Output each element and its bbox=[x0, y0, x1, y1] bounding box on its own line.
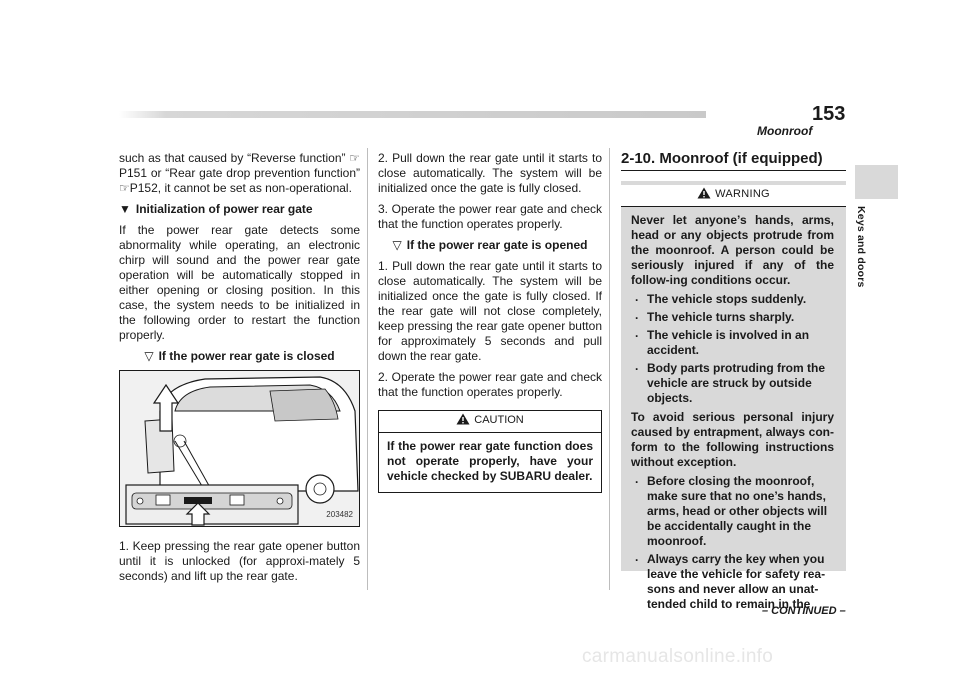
hollow-triangle-icon: ▽ bbox=[144, 349, 154, 363]
warning-intro: Never let anyone’s hands, arms, head or any objects protrude from the moonroof. A person could be seriously injured if any of the follow-ing conditions occur. bbox=[631, 213, 834, 287]
conditions-list bbox=[631, 292, 834, 406]
down-triangle-icon: ▼ bbox=[119, 202, 131, 216]
continued-label: – CONTINUED – bbox=[762, 605, 846, 617]
header-bar bbox=[119, 111, 706, 118]
opened-step-1: 1. Pull down the rear gate until it starts to close automatically. The system will be initialized once the gate is fully closed. If the rear gate will not close completely, keep pressing the rear gate opener button for approximately 5 seconds and pull down the rear gate. bbox=[378, 259, 602, 363]
init-heading-text: Initialization of power rear gate bbox=[135, 202, 313, 216]
opened-step-2: 2. Operate the power rear gate and check that the function operates properly. bbox=[378, 370, 602, 399]
list-item: . Before closing the moonroof, make sure that no one’s hands, arms, head or other objects will be accidentally caught in the moonroof. bbox=[631, 474, 834, 549]
closed-heading-text: If the power rear gate is closed bbox=[158, 349, 335, 363]
closed-step-2: 2. Pull down the rear gate until it starts to close automatically. The system will be initialized once the gate is fully closed. bbox=[378, 151, 602, 195]
init-paragraph: If the power rear gate detects some abnormality while operating, an electronic chirp will sound and the power rear gate operation will be automatically stopped in either opening or closing position. In this case, the system needs to be initialized in the following order to restart the function properly. bbox=[119, 223, 360, 342]
section-title: 2-10. Moonroof (if equipped) bbox=[621, 151, 846, 171]
rear-gate-illustration bbox=[119, 370, 360, 527]
column-divider-left bbox=[367, 148, 368, 590]
caution-title: CAUTION bbox=[474, 414, 524, 426]
opened-heading bbox=[378, 238, 602, 253]
figure-code: 203482 bbox=[326, 510, 353, 519]
side-tab-label: Keys and doors bbox=[855, 206, 867, 288]
init-heading bbox=[119, 202, 360, 217]
middle-column bbox=[378, 151, 602, 493]
side-tab-marker bbox=[855, 165, 898, 199]
list-item: . The vehicle turns sharply. bbox=[631, 310, 834, 325]
caution-box bbox=[378, 410, 602, 493]
warning-header bbox=[621, 185, 846, 207]
warning-title: WARNING bbox=[715, 188, 770, 200]
car-rear-illustration bbox=[120, 371, 359, 526]
column-divider-right bbox=[609, 148, 610, 590]
closed-step-3: 3. Operate the power rear gate and check that the function operates properly. bbox=[378, 202, 602, 231]
list-item: . The vehicle is involved in an accident. bbox=[631, 328, 834, 358]
caution-text: If the power rear gate function does not operate properly, have your vehicle checked by SUBARU dealer. bbox=[387, 439, 593, 483]
intro-paragraph: such as that caused by “Reverse function” ☞P151 or “Rear gate drop prevention function” ☞P152, it cannot be set as non-operational. bbox=[119, 151, 360, 195]
hollow-triangle-icon: ▽ bbox=[392, 238, 402, 252]
warning-mid: To avoid serious personal injury caused by entrapment, always con-form to the following instructions without exception. bbox=[631, 410, 834, 469]
list-item: . Body parts protruding from the vehicle are struck by outside objects. bbox=[631, 361, 834, 406]
page-number: 153 bbox=[812, 103, 846, 125]
opened-heading-text: If the power rear gate is opened bbox=[406, 238, 588, 252]
closed-step-1: 1. Keep pressing the rear gate opener button until it is unlocked (for approxi-mately 5 seconds) and lift up the rear gate. bbox=[119, 539, 360, 583]
instructions-list bbox=[631, 474, 834, 612]
list-item: . The vehicle stops suddenly. bbox=[631, 292, 834, 307]
list-item: . Always carry the key when you leave the vehicle for safety rea-sons and never allow an unat-tended child to remain in the bbox=[631, 552, 834, 612]
page-header-title: Moonroof bbox=[757, 124, 813, 138]
watermark: carmanualsonline.info bbox=[582, 646, 774, 667]
caution-header bbox=[379, 411, 601, 433]
warning-triangle-icon bbox=[456, 413, 470, 425]
closed-heading bbox=[119, 349, 360, 364]
left-column bbox=[119, 151, 360, 590]
warning-triangle-icon bbox=[697, 187, 711, 199]
